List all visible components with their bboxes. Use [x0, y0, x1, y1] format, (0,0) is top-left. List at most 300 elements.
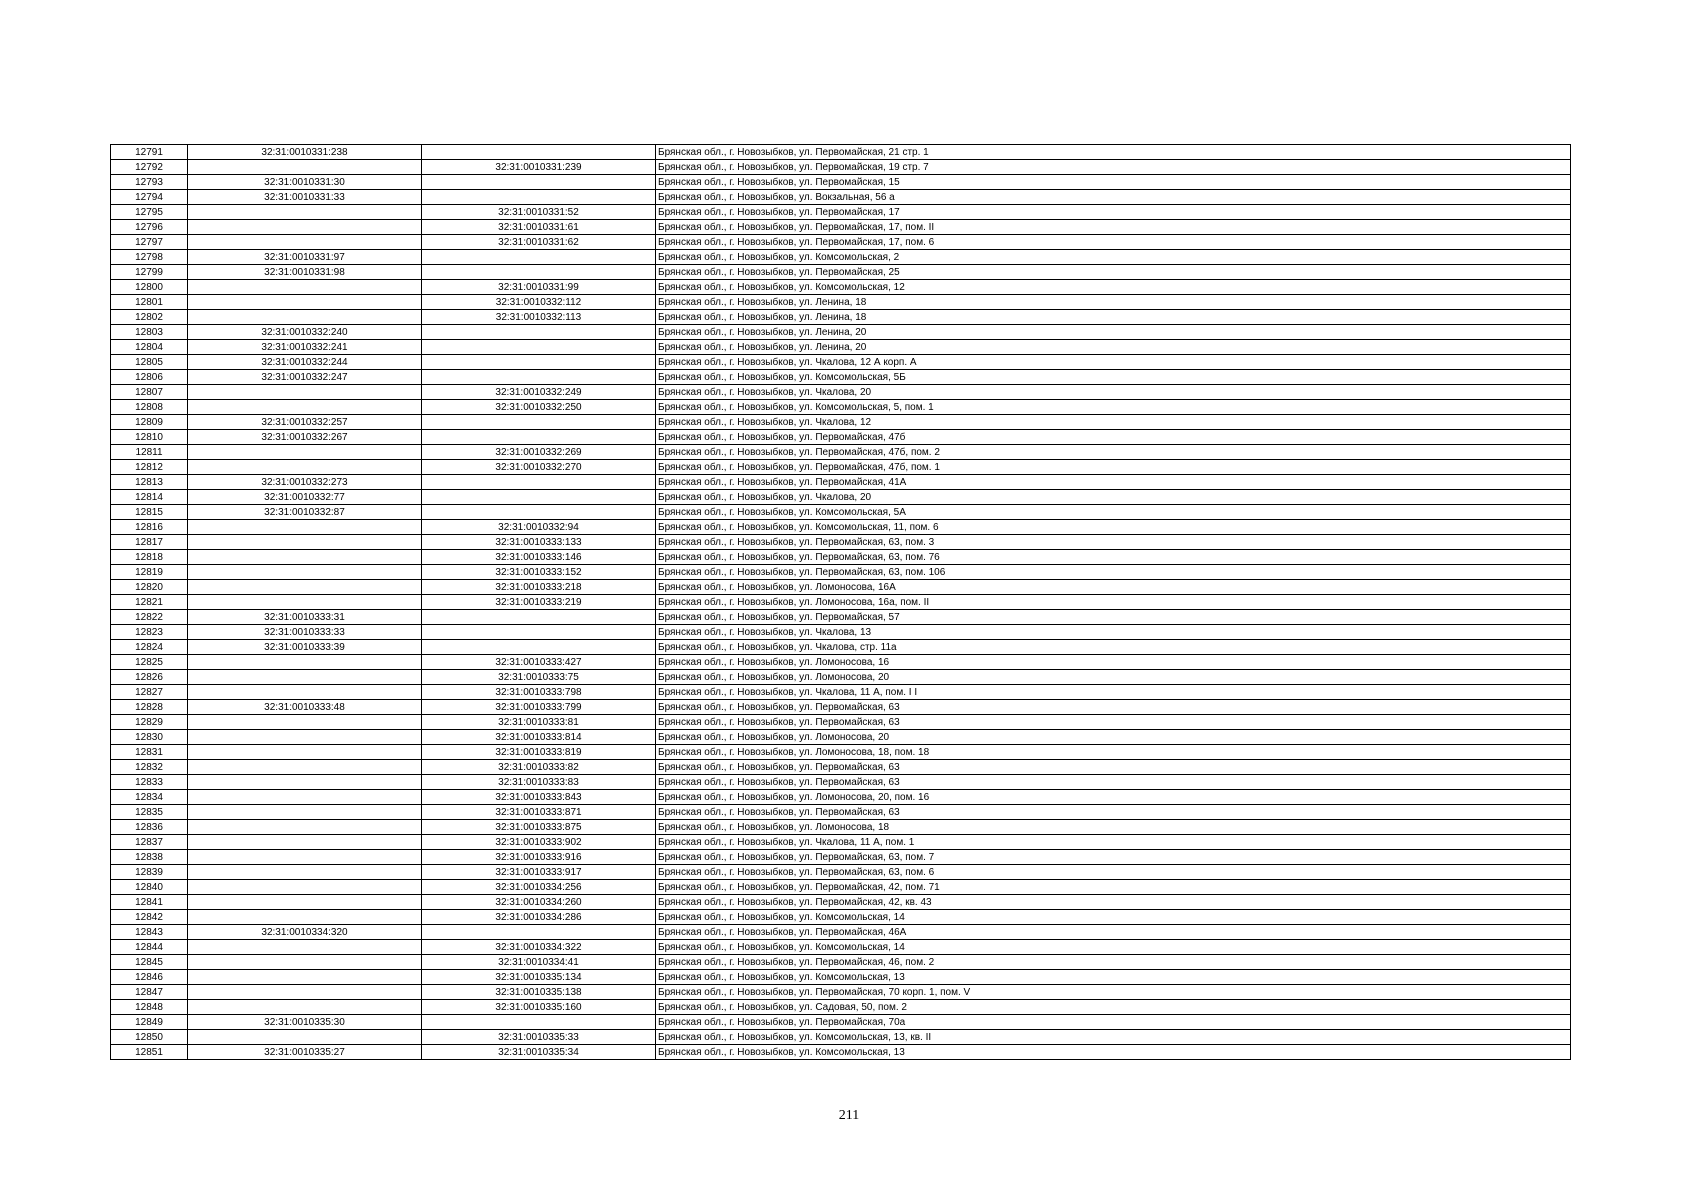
table-row: [111, 970, 1571, 985]
table-row: [111, 580, 1571, 595]
address-cell: Брянская обл., г. Новозыбков, ул. Ломоносова, 20: [656, 730, 1571, 745]
address-cell: Брянская обл., г. Новозыбков, ул. Первомайская, 47б: [656, 430, 1571, 445]
table-row: [111, 505, 1571, 520]
address-cell: Брянская обл., г. Новозыбков, ул. Ломоносова, 18, пом. 18: [656, 745, 1571, 760]
table-row: [111, 910, 1571, 925]
cadastral-number-building: [188, 280, 422, 295]
address-cell: Брянская обл., г. Новозыбков, ул. Первомайская, 63, пом. 7: [656, 850, 1571, 865]
cadastral-number-premises: 32:31:0010331:62: [422, 235, 656, 250]
cadastral-number-premises: 32:31:0010333:82: [422, 760, 656, 775]
row-number: 12816: [111, 520, 188, 535]
row-number: 12846: [111, 970, 188, 985]
cadastral-number-building: [188, 790, 422, 805]
cadastral-number-premises: 32:31:0010332:270: [422, 460, 656, 475]
table-row: [111, 310, 1571, 325]
cadastral-number-building: [188, 295, 422, 310]
cadastral-number-premises: [422, 265, 656, 280]
row-number: 12798: [111, 250, 188, 265]
table-body: [111, 145, 1571, 1060]
cadastral-number-building: [188, 1000, 422, 1015]
address-cell: Брянская обл., г. Новозыбков, ул. Комсомольская, 5Б: [656, 370, 1571, 385]
cadastral-number-building: 32:31:0010335:27: [188, 1045, 422, 1060]
cadastral-number-building: 32:31:0010332:77: [188, 490, 422, 505]
address-cell: Брянская обл., г. Новозыбков, ул. Ломоносова, 20, пом. 16: [656, 790, 1571, 805]
table-row: [111, 880, 1571, 895]
address-cell: Брянская обл., г. Новозыбков, ул. Комсомольская, 5А: [656, 505, 1571, 520]
table-row: [111, 1045, 1571, 1060]
cadastral-number-building: [188, 235, 422, 250]
address-cell: Брянская обл., г. Новозыбков, ул. Чкалова, 12 А корп. А: [656, 355, 1571, 370]
table-row: [111, 745, 1571, 760]
table-row: [111, 985, 1571, 1000]
cadastral-number-premises: 32:31:0010333:81: [422, 715, 656, 730]
cadastral-number-building: [188, 895, 422, 910]
address-cell: Брянская обл., г. Новозыбков, ул. Садовая, 50, пом. 2: [656, 1000, 1571, 1015]
cadastral-number-building: [188, 940, 422, 955]
cadastral-number-building: 32:31:0010335:30: [188, 1015, 422, 1030]
table-row: [111, 1015, 1571, 1030]
address-cell: Брянская обл., г. Новозыбков, ул. Первомайская, 70 корп. 1, пом. V: [656, 985, 1571, 1000]
address-cell: Брянская обл., г. Новозыбков, ул. Комсомольская, 12: [656, 280, 1571, 295]
table-row: [111, 595, 1571, 610]
address-cell: Брянская обл., г. Новозыбков, ул. Первомайская, 17: [656, 205, 1571, 220]
table-row: [111, 940, 1571, 955]
cadastral-number-premises: 32:31:0010333:843: [422, 790, 656, 805]
cadastral-number-premises: [422, 625, 656, 640]
address-cell: Брянская обл., г. Новозыбков, ул. Первомайская, 17, пом. 6: [656, 235, 1571, 250]
address-cell: Брянская обл., г. Новозыбков, ул. Первомайская, 19 стр. 7: [656, 160, 1571, 175]
cadastral-number-premises: [422, 1015, 656, 1030]
row-number: 12815: [111, 505, 188, 520]
address-cell: Брянская обл., г. Новозыбков, ул. Ломоносова, 18: [656, 820, 1571, 835]
address-cell: Брянская обл., г. Новозыбков, ул. Первомайская, 42, кв. 43: [656, 895, 1571, 910]
address-cell: Брянская обл., г. Новозыбков, ул. Первомайская, 25: [656, 265, 1571, 280]
row-number: 12817: [111, 535, 188, 550]
cadastral-number-building: [188, 985, 422, 1000]
table-row: [111, 565, 1571, 580]
cadastral-number-premises: 32:31:0010335:34: [422, 1045, 656, 1060]
row-number: 12811: [111, 445, 188, 460]
row-number: 12838: [111, 850, 188, 865]
row-number: 12850: [111, 1030, 188, 1045]
cadastral-number-building: [188, 565, 422, 580]
cadastral-number-building: [188, 385, 422, 400]
table-row: [111, 325, 1571, 340]
address-cell: Брянская обл., г. Новозыбков, ул. Чкалова, 20: [656, 385, 1571, 400]
row-number: 12801: [111, 295, 188, 310]
row-number: 12849: [111, 1015, 188, 1030]
address-cell: Брянская обл., г. Новозыбков, ул. Комсомольская, 14: [656, 910, 1571, 925]
table-row: [111, 280, 1571, 295]
address-cell: Брянская обл., г. Новозыбков, ул. Первомайская, 46, пом. 2: [656, 955, 1571, 970]
cadastral-number-premises: 32:31:0010335:138: [422, 985, 656, 1000]
cadastral-number-premises: 32:31:0010333:133: [422, 535, 656, 550]
table-row: [111, 805, 1571, 820]
cadastral-number-premises: 32:31:0010335:33: [422, 1030, 656, 1045]
cadastral-number-building: [188, 775, 422, 790]
cadastral-number-premises: [422, 490, 656, 505]
table-row: [111, 190, 1571, 205]
table-row: [111, 955, 1571, 970]
cadastral-number-building: [188, 220, 422, 235]
row-number: 12800: [111, 280, 188, 295]
table-row: [111, 250, 1571, 265]
address-cell: Брянская обл., г. Новозыбков, ул. Комсомольская, 13, кв. II: [656, 1030, 1571, 1045]
table-row: [111, 460, 1571, 475]
cadastral-number-premises: [422, 250, 656, 265]
cadastral-number-building: 32:31:0010332:244: [188, 355, 422, 370]
table-row: [111, 610, 1571, 625]
cadastral-number-building: [188, 910, 422, 925]
cadastral-number-premises: 32:31:0010335:134: [422, 970, 656, 985]
table-row: [111, 340, 1571, 355]
row-number: 12814: [111, 490, 188, 505]
cadastral-number-building: [188, 745, 422, 760]
cadastral-number-building: [188, 820, 422, 835]
table-row: [111, 715, 1571, 730]
row-number: 12835: [111, 805, 188, 820]
address-cell: Брянская обл., г. Новозыбков, ул. Ломоносова, 20: [656, 670, 1571, 685]
address-cell: Брянская обл., г. Новозыбков, ул. Комсомольская, 14: [656, 940, 1571, 955]
table-row: [111, 520, 1571, 535]
address-cell: Брянская обл., г. Новозыбков, ул. Ленина, 18: [656, 295, 1571, 310]
table-row: [111, 415, 1571, 430]
cadastral-number-building: 32:31:0010332:87: [188, 505, 422, 520]
address-cell: Брянская обл., г. Новозыбков, ул. Первомайская, 63, пом. 76: [656, 550, 1571, 565]
cadastral-number-building: 32:31:0010333:33: [188, 625, 422, 640]
row-number: 12799: [111, 265, 188, 280]
row-number: 12845: [111, 955, 188, 970]
cadastral-number-premises: [422, 640, 656, 655]
cadastral-number-building: [188, 310, 422, 325]
table-row: [111, 790, 1571, 805]
row-number: 12822: [111, 610, 188, 625]
table-row: [111, 655, 1571, 670]
address-cell: Брянская обл., г. Новозыбков, ул. Ломоносова, 16: [656, 655, 1571, 670]
address-cell: Брянская обл., г. Новозыбков, ул. Комсомольская, 11, пом. 6: [656, 520, 1571, 535]
cadastral-number-building: [188, 880, 422, 895]
row-number: 12843: [111, 925, 188, 940]
cadastral-number-premises: [422, 145, 656, 160]
cadastral-number-building: 32:31:0010334:320: [188, 925, 422, 940]
cadastral-number-premises: 32:31:0010333:146: [422, 550, 656, 565]
row-number: 12834: [111, 790, 188, 805]
table-row: [111, 535, 1571, 550]
table-row: [111, 385, 1571, 400]
row-number: 12803: [111, 325, 188, 340]
cadastral-number-premises: [422, 415, 656, 430]
cadastral-number-building: [188, 580, 422, 595]
row-number: 12797: [111, 235, 188, 250]
cadastral-number-premises: 32:31:0010332:113: [422, 310, 656, 325]
cadastral-number-premises: 32:31:0010331:61: [422, 220, 656, 235]
address-cell: Брянская обл., г. Новозыбков, ул. Первомайская, 17, пом. II: [656, 220, 1571, 235]
address-cell: Брянская обл., г. Новозыбков, ул. Первомайская, 63: [656, 805, 1571, 820]
row-number: 12795: [111, 205, 188, 220]
address-cell: Брянская обл., г. Новозыбков, ул. Чкалова, 11 А, пом. I I: [656, 685, 1571, 700]
row-number: 12847: [111, 985, 188, 1000]
row-number: 12848: [111, 1000, 188, 1015]
cadastral-number-premises: 32:31:0010334:41: [422, 955, 656, 970]
table-row: [111, 685, 1571, 700]
address-cell: Брянская обл., г. Новозыбков, ул. Чкалова, стр. 11а: [656, 640, 1571, 655]
address-cell: Брянская обл., г. Новозыбков, ул. Ленина, 18: [656, 310, 1571, 325]
address-cell: Брянская обл., г. Новозыбков, ул. Комсомольская, 13: [656, 970, 1571, 985]
table-row: [111, 400, 1571, 415]
cadastral-number-premises: [422, 475, 656, 490]
cadastral-number-premises: 32:31:0010334:256: [422, 880, 656, 895]
row-number: 12810: [111, 430, 188, 445]
cadastral-number-premises: 32:31:0010333:152: [422, 565, 656, 580]
address-cell: Брянская обл., г. Новозыбков, ул. Чкалова, 11 А, пом. 1: [656, 835, 1571, 850]
row-number: 12826: [111, 670, 188, 685]
cadastral-number-premises: [422, 610, 656, 625]
cadastral-number-building: 32:31:0010332:273: [188, 475, 422, 490]
address-cell: Брянская обл., г. Новозыбков, ул. Первомайская, 63, пом. 3: [656, 535, 1571, 550]
address-cell: Брянская обл., г. Новозыбков, ул. Первомайская, 63, пом. 6: [656, 865, 1571, 880]
cadastral-number-premises: 32:31:0010333:427: [422, 655, 656, 670]
address-cell: Брянская обл., г. Новозыбков, ул. Ленина, 20: [656, 340, 1571, 355]
row-number: 12802: [111, 310, 188, 325]
address-cell: Брянская обл., г. Новозыбков, ул. Первомайская, 41А: [656, 475, 1571, 490]
row-number: 12827: [111, 685, 188, 700]
cadastral-number-premises: 32:31:0010333:814: [422, 730, 656, 745]
cadastral-number-premises: 32:31:0010334:286: [422, 910, 656, 925]
table-row: [111, 295, 1571, 310]
table-row: [111, 370, 1571, 385]
cadastral-number-building: 32:31:0010331:33: [188, 190, 422, 205]
cadastral-number-premises: [422, 925, 656, 940]
row-number: 12851: [111, 1045, 188, 1060]
address-cell: Брянская обл., г. Новозыбков, ул. Чкалова, 12: [656, 415, 1571, 430]
cadastral-number-premises: [422, 325, 656, 340]
cadastral-number-premises: 32:31:0010332:94: [422, 520, 656, 535]
cadastral-number-premises: [422, 190, 656, 205]
table-row: [111, 700, 1571, 715]
cadastral-number-building: [188, 460, 422, 475]
address-cell: Брянская обл., г. Новозыбков, ул. Первомайская, 63: [656, 700, 1571, 715]
row-number: 12841: [111, 895, 188, 910]
table-row: [111, 550, 1571, 565]
row-number: 12829: [111, 715, 188, 730]
table-row: [111, 220, 1571, 235]
row-number: 12831: [111, 745, 188, 760]
address-cell: Брянская обл., г. Новозыбков, ул. Первомайская, 47б, пом. 2: [656, 445, 1571, 460]
address-cell: Брянская обл., г. Новозыбков, ул. Вокзальная, 56 а: [656, 190, 1571, 205]
cadastral-number-premises: 32:31:0010334:322: [422, 940, 656, 955]
cadastral-number-building: 32:31:0010332:247: [188, 370, 422, 385]
row-number: 12796: [111, 220, 188, 235]
cadastral-number-building: 32:31:0010331:238: [188, 145, 422, 160]
property-register-table: [110, 144, 1571, 1060]
cadastral-number-building: [188, 400, 422, 415]
cadastral-number-building: [188, 730, 422, 745]
table-row: [111, 820, 1571, 835]
cadastral-number-building: [188, 1030, 422, 1045]
cadastral-number-premises: 32:31:0010333:75: [422, 670, 656, 685]
address-cell: Брянская обл., г. Новозыбков, ул. Ломоносова, 16А: [656, 580, 1571, 595]
address-cell: Брянская обл., г. Новозыбков, ул. Ломоносова, 16а, пом. II: [656, 595, 1571, 610]
row-number: 12830: [111, 730, 188, 745]
row-number: 12821: [111, 595, 188, 610]
cadastral-number-premises: 32:31:0010332:250: [422, 400, 656, 415]
address-cell: Брянская обл., г. Новозыбков, ул. Комсомольская, 2: [656, 250, 1571, 265]
address-cell: Брянская обл., г. Новозыбков, ул. Первомайская, 42, пом. 71: [656, 880, 1571, 895]
table-row: [111, 835, 1571, 850]
table-row: [111, 235, 1571, 250]
cadastral-number-building: [188, 205, 422, 220]
table-row: [111, 445, 1571, 460]
address-cell: Брянская обл., г. Новозыбков, ул. Чкалова, 13: [656, 625, 1571, 640]
cadastral-number-premises: [422, 505, 656, 520]
table-row: [111, 730, 1571, 745]
cadastral-number-building: 32:31:0010333:31: [188, 610, 422, 625]
address-cell: Брянская обл., г. Новозыбков, ул. Первомайская, 63: [656, 775, 1571, 790]
row-number: 12823: [111, 625, 188, 640]
cadastral-number-premises: 32:31:0010331:52: [422, 205, 656, 220]
cadastral-number-building: 32:31:0010332:240: [188, 325, 422, 340]
table-row: [111, 925, 1571, 940]
table-row: [111, 430, 1571, 445]
row-number: 12833: [111, 775, 188, 790]
cadastral-number-building: [188, 160, 422, 175]
cadastral-number-premises: 32:31:0010331:99: [422, 280, 656, 295]
row-number: 12820: [111, 580, 188, 595]
cadastral-number-premises: [422, 430, 656, 445]
cadastral-number-building: [188, 970, 422, 985]
table-row: [111, 1000, 1571, 1015]
cadastral-number-premises: 32:31:0010333:799: [422, 700, 656, 715]
cadastral-number-premises: 32:31:0010331:239: [422, 160, 656, 175]
page-number: 211: [838, 1108, 860, 1123]
cadastral-number-building: [188, 655, 422, 670]
row-number: 12844: [111, 940, 188, 955]
cadastral-number-building: 32:31:0010331:97: [188, 250, 422, 265]
table-row: [111, 850, 1571, 865]
table-row: [111, 1030, 1571, 1045]
cadastral-number-building: [188, 535, 422, 550]
cadastral-number-premises: [422, 370, 656, 385]
cadastral-number-premises: 32:31:0010333:819: [422, 745, 656, 760]
table-row: [111, 490, 1571, 505]
row-number: 12824: [111, 640, 188, 655]
row-number: 12837: [111, 835, 188, 850]
row-number: 12804: [111, 340, 188, 355]
row-number: 12794: [111, 190, 188, 205]
table-row: [111, 205, 1571, 220]
cadastral-number-building: [188, 835, 422, 850]
row-number: 12791: [111, 145, 188, 160]
address-cell: Брянская обл., г. Новозыбков, ул. Чкалова, 20: [656, 490, 1571, 505]
row-number: 12805: [111, 355, 188, 370]
table-row: [111, 175, 1571, 190]
table-row: [111, 865, 1571, 880]
cadastral-number-premises: 32:31:0010333:219: [422, 595, 656, 610]
table-row: [111, 895, 1571, 910]
cadastral-number-building: 32:31:0010331:30: [188, 175, 422, 190]
row-number: 12807: [111, 385, 188, 400]
row-number: 12806: [111, 370, 188, 385]
cadastral-number-premises: [422, 340, 656, 355]
row-number: 12818: [111, 550, 188, 565]
address-cell: Брянская обл., г. Новозыбков, ул. Первомайская, 63: [656, 760, 1571, 775]
row-number: 12819: [111, 565, 188, 580]
address-cell: Брянская обл., г. Новозыбков, ул. Первомайская, 63, пом. 106: [656, 565, 1571, 580]
row-number: 12812: [111, 460, 188, 475]
row-number: 12792: [111, 160, 188, 175]
cadastral-number-building: [188, 850, 422, 865]
cadastral-number-premises: 32:31:0010335:160: [422, 1000, 656, 1015]
cadastral-number-building: [188, 715, 422, 730]
cadastral-number-building: [188, 595, 422, 610]
address-cell: Брянская обл., г. Новозыбков, ул. Первомайская, 15: [656, 175, 1571, 190]
address-cell: Брянская обл., г. Новозыбков, ул. Первомайская, 63: [656, 715, 1571, 730]
cadastral-number-building: [188, 520, 422, 535]
address-cell: Брянская обл., г. Новозыбков, ул. Первомайская, 21 стр. 1: [656, 145, 1571, 160]
cadastral-number-premises: 32:31:0010333:218: [422, 580, 656, 595]
table-row: [111, 625, 1571, 640]
cadastral-number-building: [188, 805, 422, 820]
address-cell: Брянская обл., г. Новозыбков, ул. Комсомольская, 13: [656, 1045, 1571, 1060]
address-cell: Брянская обл., г. Новозыбков, ул. Комсомольская, 5, пом. 1: [656, 400, 1571, 415]
table-row: [111, 640, 1571, 655]
table-row: [111, 355, 1571, 370]
table-row: [111, 670, 1571, 685]
cadastral-number-building: [188, 445, 422, 460]
row-number: 12839: [111, 865, 188, 880]
address-cell: Брянская обл., г. Новозыбков, ул. Ленина, 20: [656, 325, 1571, 340]
address-cell: Брянская обл., г. Новозыбков, ул. Первомайская, 47б, пом. 1: [656, 460, 1571, 475]
table-row: [111, 145, 1571, 160]
cadastral-number-building: 32:31:0010332:257: [188, 415, 422, 430]
address-cell: Брянская обл., г. Новозыбков, ул. Первомайская, 70а: [656, 1015, 1571, 1030]
cadastral-number-premises: 32:31:0010333:916: [422, 850, 656, 865]
cadastral-number-premises: [422, 355, 656, 370]
table-row: [111, 760, 1571, 775]
cadastral-number-building: 32:31:0010332:241: [188, 340, 422, 355]
row-number: 12825: [111, 655, 188, 670]
row-number: 12793: [111, 175, 188, 190]
table-row: [111, 475, 1571, 490]
row-number: 12808: [111, 400, 188, 415]
cadastral-number-building: 32:31:0010331:98: [188, 265, 422, 280]
cadastral-number-premises: 32:31:0010334:260: [422, 895, 656, 910]
cadastral-number-premises: 32:31:0010333:83: [422, 775, 656, 790]
row-number: 12809: [111, 415, 188, 430]
cadastral-number-building: 32:31:0010332:267: [188, 430, 422, 445]
cadastral-number-building: [188, 550, 422, 565]
row-number: 12840: [111, 880, 188, 895]
row-number: 12832: [111, 760, 188, 775]
row-number: 12813: [111, 475, 188, 490]
cadastral-number-premises: 32:31:0010333:917: [422, 865, 656, 880]
cadastral-number-premises: 32:31:0010333:875: [422, 820, 656, 835]
cadastral-number-building: 32:31:0010333:39: [188, 640, 422, 655]
cadastral-number-premises: 32:31:0010332:249: [422, 385, 656, 400]
cadastral-number-premises: 32:31:0010333:902: [422, 835, 656, 850]
cadastral-number-premises: [422, 175, 656, 190]
row-number: 12828: [111, 700, 188, 715]
cadastral-number-building: [188, 760, 422, 775]
address-cell: Брянская обл., г. Новозыбков, ул. Первомайская, 46А: [656, 925, 1571, 940]
cadastral-number-building: [188, 955, 422, 970]
cadastral-number-premises: 32:31:0010333:871: [422, 805, 656, 820]
cadastral-number-building: [188, 865, 422, 880]
cadastral-number-premises: 32:31:0010332:269: [422, 445, 656, 460]
table-row: [111, 160, 1571, 175]
table-row: [111, 265, 1571, 280]
table-row: [111, 775, 1571, 790]
